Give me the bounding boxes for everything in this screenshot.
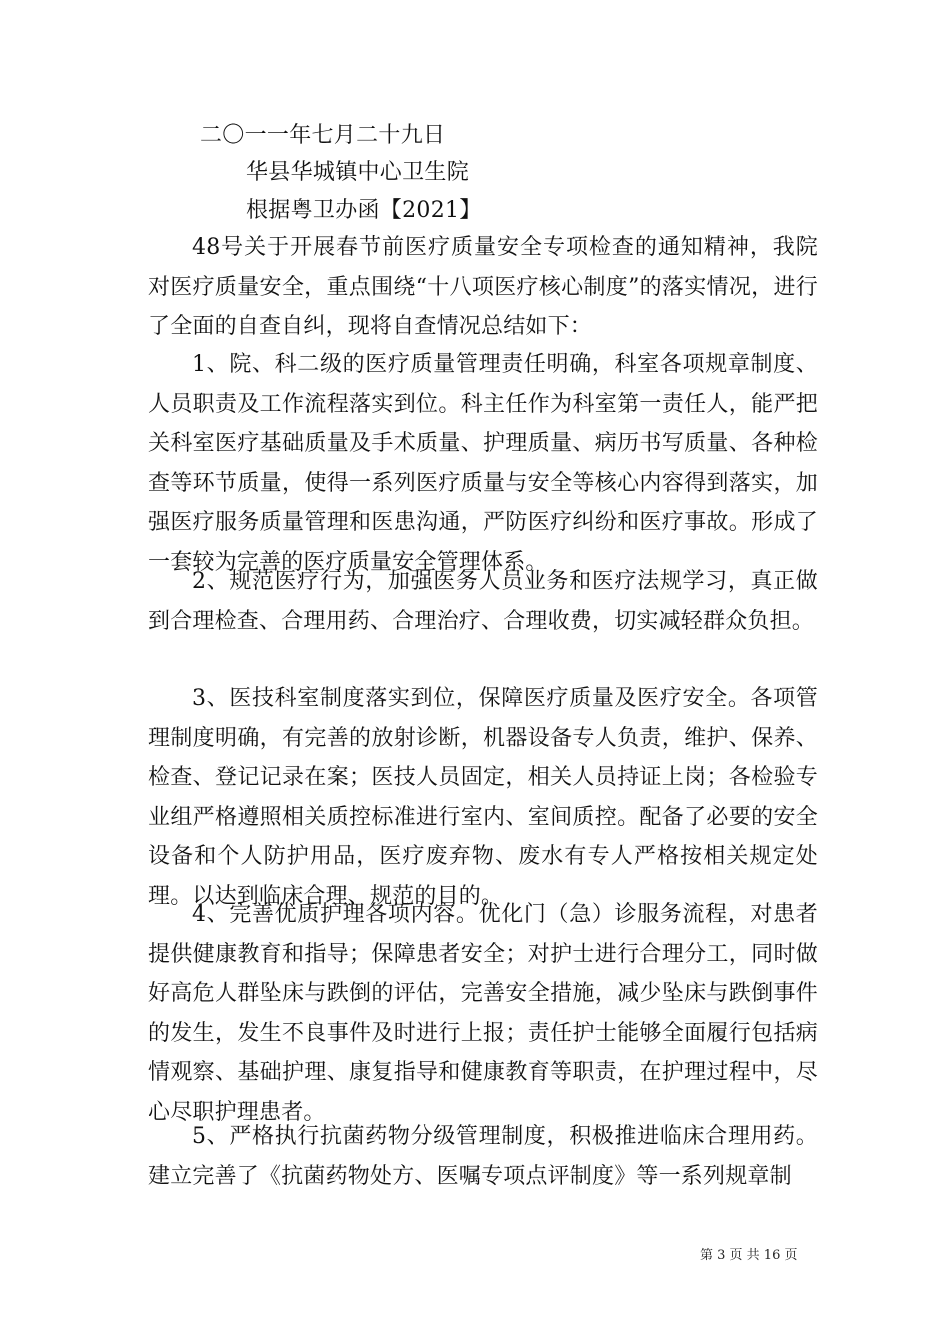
reference-line: 根据粤卫办函【2021】 [246, 198, 482, 223]
date-line: 二〇一一年七月二十九日 [200, 123, 446, 148]
paragraph-intro: 48号关于开展春节前医疗质量安全专项检查的通知精神，我院对医疗质量安全，重点围绕“十八项医疗核心制度”的落实情况，进行了全面的自查自纠，现将自查情况总结如下： [148, 235, 818, 340]
paragraph-item-4: 4、完善优质护理各项内容。优化门（急）诊服务流程，对患者提供健康教育和指导；保障患者安全；对护士进行合理分工，同时做好高危人群坠床与跌倒的评估，完善安全措施，减少坠床与跌倒事件的发生，发生不良事件及时进行上报；责任护士能够全面履行包括病情观察、基础护理、康复指导和健康教育等职责，在护理过程中，尽心尽职护理患者。 [148, 902, 818, 1125]
paragraph-item-1: 1、院、科二级的医疗质量管理责任明确，科室各项规章制度、人员职责及工作流程落实到位。科主任作为科室第一责任人，能严把关科室医疗基础质量及手术质量、护理质量、病历书写质量、各种检查等环节质量，使得一系列医疗质量与安全等核心内容得到落实，加强医疗服务质量管理和医患沟通，严防医疗纠纷和医疗事故。形成了一套较为完善的医疗质量安全管理体系。 [148, 352, 818, 575]
paragraph-item-2: 2、规范医疗行为，加强医务人员业务和医疗法规学习，真正做到合理检查、合理用药、合理治疗、合理收费，切实减轻群众负担。 [148, 569, 818, 634]
page-number-footer: 第 3 页 共 16 页 [700, 1248, 798, 1263]
paragraph-item-3: 3、医技科室制度落实到位，保障医疗质量及医疗安全。各项管理制度明确，有完善的放射诊断，机器设备专人负责，维护、保养、检查、登记记录在案；医技人员固定，相关人员持证上岗；各检验专业组严格遵照相关质控标准进行室内、室间质控。配备了必要的安全设备和个人防护用品，医疗废弃物、废水有专人严格按相关规定处理。以达到临床合理、规范的目的。 [148, 686, 818, 909]
paragraph-item-5: 5、严格执行抗菌药物分级管理制度，积极推进临床合理用药。建立完善了《抗菌药物处方、医嘱专项点评制度》等一系列规章制 [148, 1124, 818, 1189]
organization-line: 华县华城镇中心卫生院 [246, 160, 470, 185]
